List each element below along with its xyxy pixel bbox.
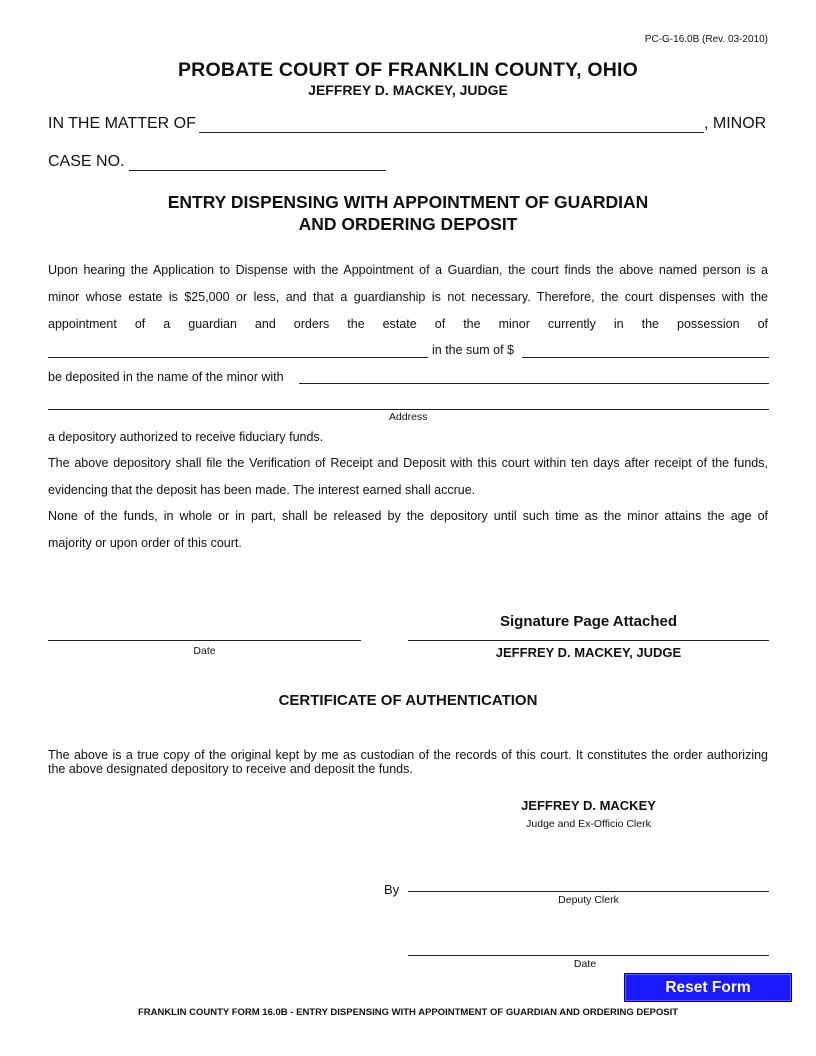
case-number-label: CASE NO. bbox=[48, 153, 125, 170]
release-text-line1: None of the funds, in whole or in part, shall be released by the depository until such time as the minor attains the age of bbox=[48, 509, 768, 523]
clerk-name: JEFFREY D. MACKEY bbox=[521, 798, 656, 813]
certificate-text-line1: The above is a true copy of the original kept by me as custodian of the records of this court. It constitutes the order authorizing bbox=[48, 748, 768, 762]
sum-field[interactable] bbox=[522, 340, 769, 358]
matter-label: IN THE MATTER OF bbox=[48, 115, 196, 132]
matter-name-field[interactable] bbox=[199, 114, 704, 133]
certificate-date-field[interactable] bbox=[408, 938, 769, 956]
possessor-field[interactable] bbox=[48, 340, 428, 358]
reset-form-button[interactable]: Reset Form bbox=[624, 973, 792, 1002]
court-name: PROBATE COURT OF FRANKLIN COUNTY, OHIO bbox=[177, 59, 639, 81]
certificate-title: CERTIFICATE OF AUTHENTICATION bbox=[278, 692, 538, 709]
judge-signature-label: JEFFREY D. MACKEY, JUDGE bbox=[495, 645, 682, 660]
finding-text-line1: Upon hearing the Application to Dispense with the Appointment of a Guardian, the court finds the above named person is a bbox=[48, 263, 768, 277]
minor-label: , MINOR bbox=[704, 115, 767, 132]
signature-attached-text: Signature Page Attached bbox=[500, 613, 677, 630]
deposited-label: be deposited in the name of the minor with bbox=[48, 370, 284, 384]
date-signature-line bbox=[48, 640, 361, 641]
authorized-text: a depository authorized to receive fiduciary funds. bbox=[48, 430, 324, 444]
depository-field[interactable] bbox=[299, 366, 769, 384]
clerk-title: Judge and Ex-Officio Clerk bbox=[526, 818, 651, 830]
sum-label: in the sum of $ bbox=[432, 343, 514, 357]
verification-text-line2: evidencing that the deposit has been made. The interest earned shall accrue. bbox=[48, 483, 476, 497]
entry-title-line2: AND ORDERING DEPOSIT bbox=[298, 214, 518, 234]
case-number-field[interactable] bbox=[129, 152, 386, 171]
deputy-clerk-signature-line bbox=[408, 891, 769, 892]
date-label: Date bbox=[193, 645, 216, 657]
entry-title-line1: ENTRY DISPENSING WITH APPOINTMENT OF GUARDIAN bbox=[167, 192, 649, 212]
form-number: PC-G-16.0B (Rev. 03-2010) bbox=[644, 34, 768, 45]
deputy-clerk-label: Deputy Clerk bbox=[558, 894, 619, 906]
form-footer: FRANKLIN COUNTY FORM 16.0B - ENTRY DISPENSING WITH APPOINTMENT OF GUARDIAN AND ORDERING DEPOSIT bbox=[137, 1007, 679, 1018]
release-text-line2: majority or upon order of this court. bbox=[48, 536, 242, 550]
finding-text-line3: appointment of a guardian and orders the estate of the minor currently in the possession of bbox=[48, 317, 768, 331]
judge-name-header: JEFFREY D. MACKEY, JUDGE bbox=[308, 82, 508, 98]
by-label: By bbox=[384, 882, 400, 897]
certificate-date-label: Date bbox=[573, 958, 597, 970]
verification-text-line1: The above depository shall file the Verification of Receipt and Deposit with this court within ten days after receipt of the funds, bbox=[48, 456, 768, 470]
finding-text-line2: minor whose estate is $25,000 or less, and that a guardianship is not necessary. Therefore, the court dispenses with the bbox=[48, 290, 768, 304]
judge-signature-line bbox=[408, 640, 769, 641]
certificate-text-line2: the above designated depository to receive and deposit the funds. bbox=[48, 762, 413, 776]
address-label: Address bbox=[389, 411, 428, 423]
address-field[interactable] bbox=[48, 392, 769, 410]
